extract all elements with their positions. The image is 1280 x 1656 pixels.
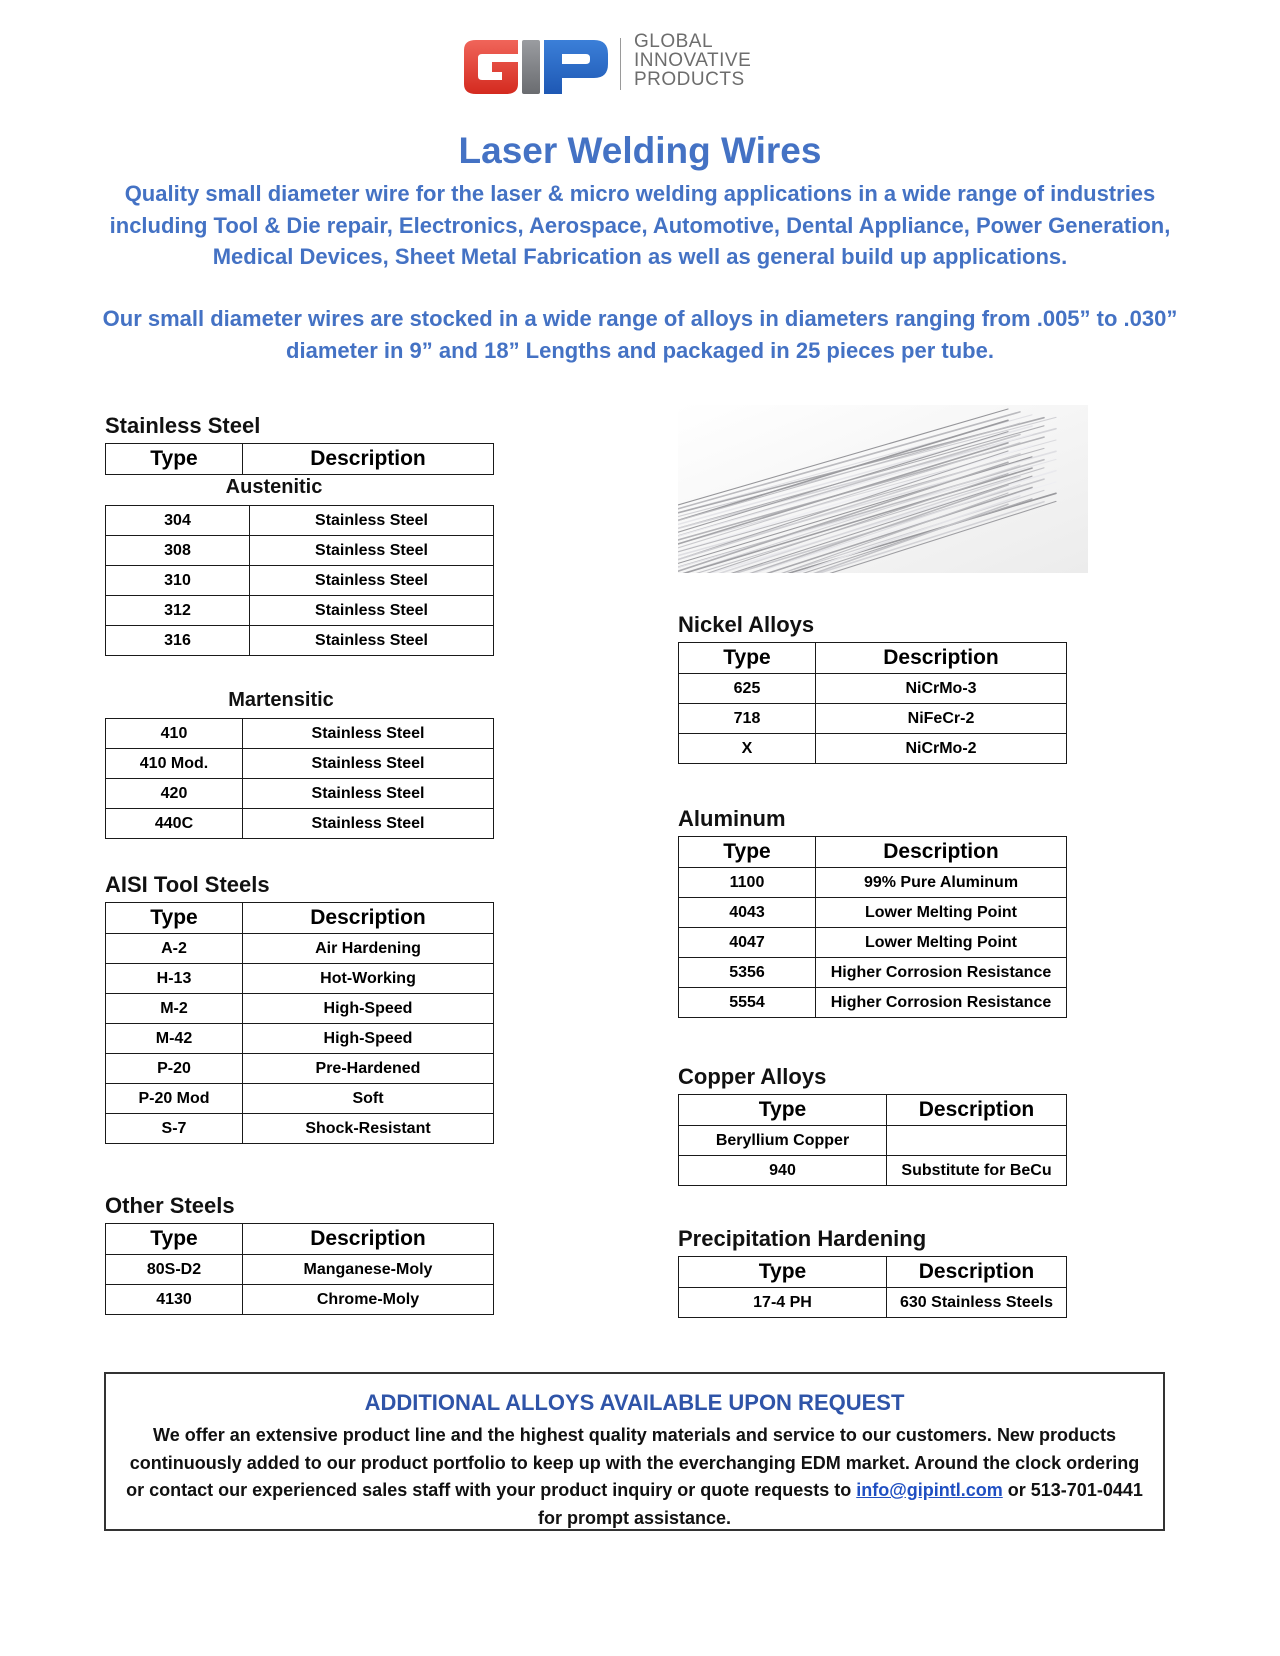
table-row bbox=[106, 1084, 494, 1114]
table-row bbox=[106, 1024, 494, 1054]
tool-steels-rows bbox=[106, 934, 494, 1144]
type-cell: 310 bbox=[106, 566, 250, 596]
table-row bbox=[679, 988, 1067, 1018]
table-row bbox=[679, 928, 1067, 958]
type-cell: X bbox=[679, 734, 816, 764]
notice-body bbox=[124, 1422, 1145, 1532]
intro-paragraph-stock: Our small diameter wires are stocked in a wide range of alloys in diameters ranging from .005” to .030” diameter in 9” and 18” Lengths and packaged in 25 pieces per tube. bbox=[102, 306, 1178, 363]
type-cell: 410 Mod. bbox=[106, 749, 243, 779]
type-cell: P-20 Mod bbox=[106, 1084, 243, 1114]
description-cell: Air Hardening bbox=[243, 934, 494, 964]
type-cell: 4130 bbox=[106, 1285, 243, 1315]
description-cell: Substitute for BeCu bbox=[887, 1156, 1067, 1186]
description-cell: Shock-Resistant bbox=[243, 1114, 494, 1144]
type-cell: 304 bbox=[106, 506, 250, 536]
column-header-type: Type bbox=[679, 837, 816, 868]
company-logo bbox=[460, 32, 780, 102]
welding-wires-photo bbox=[678, 405, 1088, 573]
column-header-description: Description bbox=[243, 1224, 494, 1255]
description-cell: Stainless Steel bbox=[250, 506, 494, 536]
type-cell: 316 bbox=[106, 626, 250, 656]
type-cell: M-2 bbox=[106, 994, 243, 1024]
description-cell: Higher Corrosion Resistance bbox=[816, 988, 1067, 1018]
description-cell: Stainless Steel bbox=[243, 809, 494, 839]
type-cell: M-42 bbox=[106, 1024, 243, 1054]
gip-logo-mark bbox=[460, 36, 612, 96]
description-cell: Stainless Steel bbox=[250, 626, 494, 656]
column-header-type: Type bbox=[106, 444, 243, 475]
table-row bbox=[679, 1288, 1067, 1318]
type-cell: 5356 bbox=[679, 958, 816, 988]
column-header-description: Description bbox=[816, 643, 1067, 674]
section-title-stainless-steel: Stainless Steel bbox=[105, 413, 261, 438]
precipitation-hardening-table bbox=[678, 1256, 1067, 1318]
notice-heading: ADDITIONAL ALLOYS AVAILABLE UPON REQUEST bbox=[364, 1390, 905, 1415]
nickel-alloys-rows bbox=[679, 674, 1067, 764]
section-title-copper-alloys: Copper Alloys bbox=[678, 1064, 827, 1089]
type-cell: A-2 bbox=[106, 934, 243, 964]
description-cell: 630 Stainless Steels bbox=[887, 1288, 1067, 1318]
table-row bbox=[106, 596, 494, 626]
column-header-description: Description bbox=[816, 837, 1067, 868]
other-steels-table bbox=[105, 1223, 494, 1315]
column-header-description: Description bbox=[243, 903, 494, 934]
description-cell: Stainless Steel bbox=[250, 536, 494, 566]
column-header-description: Description bbox=[243, 444, 494, 475]
column-header-type: Type bbox=[679, 643, 816, 674]
description-cell: Manganese-Moly bbox=[243, 1255, 494, 1285]
table-row bbox=[106, 566, 494, 596]
section-title-aisi-tool-steels: AISI Tool Steels bbox=[105, 872, 270, 897]
description-cell: Pre-Hardened bbox=[243, 1054, 494, 1084]
type-cell: 420 bbox=[106, 779, 243, 809]
table-row bbox=[679, 868, 1067, 898]
table-row bbox=[106, 779, 494, 809]
table-row bbox=[106, 1255, 494, 1285]
additional-alloys-notice bbox=[104, 1372, 1165, 1531]
table-row bbox=[106, 994, 494, 1024]
logo-line-3: PRODUCTS bbox=[634, 69, 745, 90]
precipitation-hardening-rows bbox=[679, 1288, 1067, 1318]
austenitic-table bbox=[105, 505, 494, 656]
section-title-nickel-alloys: Nickel Alloys bbox=[678, 612, 815, 637]
column-header-description: Description bbox=[887, 1257, 1067, 1288]
table-row bbox=[679, 958, 1067, 988]
section-title-precipitation-hardening: Precipitation Hardening bbox=[678, 1226, 927, 1251]
copper-alloys-table bbox=[678, 1094, 1067, 1186]
type-cell: 440C bbox=[106, 809, 243, 839]
column-header-description: Description bbox=[887, 1095, 1067, 1126]
table-row bbox=[106, 506, 494, 536]
type-cell: 718 bbox=[679, 704, 816, 734]
description-cell: NiCrMo-3 bbox=[816, 674, 1067, 704]
table-row bbox=[679, 674, 1067, 704]
type-cell: 4047 bbox=[679, 928, 816, 958]
description-cell: Chrome-Moly bbox=[243, 1285, 494, 1315]
table-row bbox=[106, 1114, 494, 1144]
description-cell: Stainless Steel bbox=[243, 719, 494, 749]
type-cell: S-7 bbox=[106, 1114, 243, 1144]
description-cell: NiFeCr-2 bbox=[816, 704, 1067, 734]
table-row bbox=[679, 898, 1067, 928]
type-cell: 312 bbox=[106, 596, 250, 626]
logo-line-1: GLOBAL bbox=[634, 31, 714, 52]
column-header-type: Type bbox=[679, 1257, 887, 1288]
description-cell: Stainless Steel bbox=[243, 779, 494, 809]
table-row bbox=[106, 809, 494, 839]
type-cell: 625 bbox=[679, 674, 816, 704]
description-cell: High-Speed bbox=[243, 1024, 494, 1054]
nickel-alloys-table bbox=[678, 642, 1067, 764]
type-cell: 17-4 PH bbox=[679, 1288, 887, 1318]
type-cell: 5554 bbox=[679, 988, 816, 1018]
stainless-header-table bbox=[105, 443, 494, 475]
table-row bbox=[106, 626, 494, 656]
table-row bbox=[106, 719, 494, 749]
description-cell: 99% Pure Aluminum bbox=[816, 868, 1067, 898]
type-cell: 80S-D2 bbox=[106, 1255, 243, 1285]
table-row bbox=[106, 1054, 494, 1084]
table-row bbox=[106, 964, 494, 994]
aluminum-rows bbox=[679, 868, 1067, 1018]
description-cell: Soft bbox=[243, 1084, 494, 1114]
other-steels-rows bbox=[106, 1255, 494, 1315]
type-cell: Beryllium Copper bbox=[679, 1126, 887, 1156]
table-row bbox=[106, 934, 494, 964]
notice-text-after: or 513-701-0441 for prompt assistance. bbox=[537, 1480, 1143, 1528]
type-cell: 1100 bbox=[679, 868, 816, 898]
martensitic-rows bbox=[106, 719, 494, 839]
type-cell: P-20 bbox=[106, 1054, 243, 1084]
column-header-type: Type bbox=[106, 1224, 243, 1255]
type-cell: 410 bbox=[106, 719, 243, 749]
table-row bbox=[679, 734, 1067, 764]
email-link[interactable]: info@gipintl.com bbox=[856, 1480, 1003, 1500]
table-row bbox=[106, 536, 494, 566]
description-cell: High-Speed bbox=[243, 994, 494, 1024]
type-cell: 4043 bbox=[679, 898, 816, 928]
austenitic-rows bbox=[106, 506, 494, 656]
page-title: Laser Welding Wires bbox=[458, 130, 822, 171]
table-row bbox=[106, 749, 494, 779]
table-row bbox=[106, 1285, 494, 1315]
logo-line-2: INNOVATIVE bbox=[634, 50, 752, 71]
copper-alloys-rows bbox=[679, 1126, 1067, 1186]
type-cell: H-13 bbox=[106, 964, 243, 994]
intro-paragraph-industries: Quality small diameter wire for the laser & micro welding applications in a wide range of industries including Tool & Die repair, Electronics, Aerospace, Automotive, Dental Appliance, Power Generation, Medical Devices, Sheet Metal Fabrication as well as general build up applications. bbox=[109, 181, 1171, 269]
section-title-aluminum: Aluminum bbox=[678, 806, 786, 831]
section-title-other-steels: Other Steels bbox=[105, 1193, 235, 1218]
description-cell: Stainless Steel bbox=[250, 596, 494, 626]
description-cell: Hot-Working bbox=[243, 964, 494, 994]
description-cell: Stainless Steel bbox=[243, 749, 494, 779]
notice-text-before: We offer an extensive product line and the highest quality materials and service to our customers. New products continuously added to our product portfolio to keep up with the everchanging EDM market. Around the clock ordering or contact our experienced sales staff with your product inquiry or quote requests to bbox=[126, 1425, 1140, 1500]
logo-divider bbox=[620, 38, 621, 90]
martensitic-table bbox=[105, 718, 494, 839]
type-cell: 308 bbox=[106, 536, 250, 566]
description-cell: Higher Corrosion Resistance bbox=[816, 958, 1067, 988]
description-cell: Stainless Steel bbox=[250, 566, 494, 596]
table-row bbox=[679, 1156, 1067, 1186]
table-row bbox=[679, 704, 1067, 734]
tool-steels-table bbox=[105, 902, 494, 1144]
description-cell bbox=[887, 1126, 1067, 1156]
aluminum-table bbox=[678, 836, 1067, 1018]
subsection-title-austenitic: Austenitic bbox=[225, 476, 323, 498]
type-cell: 940 bbox=[679, 1156, 887, 1186]
table-row bbox=[679, 1126, 1067, 1156]
description-cell: NiCrMo-2 bbox=[816, 734, 1067, 764]
description-cell: Lower Melting Point bbox=[816, 928, 1067, 958]
description-cell: Lower Melting Point bbox=[816, 898, 1067, 928]
column-header-type: Type bbox=[106, 903, 243, 934]
logo-wordmark bbox=[634, 32, 751, 89]
column-header-type: Type bbox=[679, 1095, 887, 1126]
subsection-title-martensitic: Martensitic bbox=[228, 689, 334, 711]
